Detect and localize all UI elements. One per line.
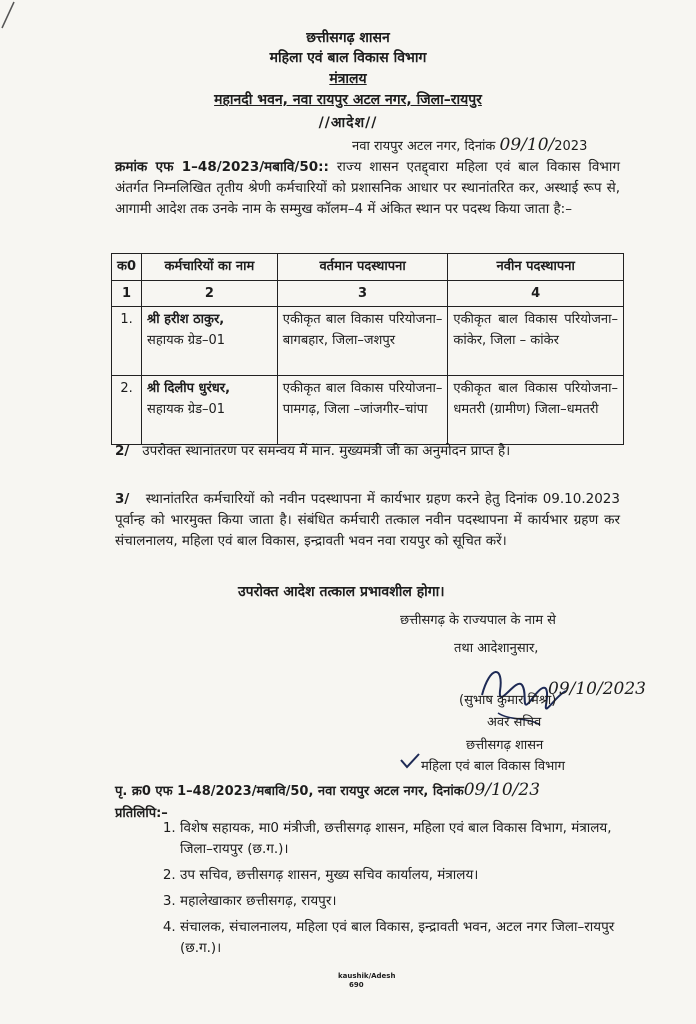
address-heading [0, 90, 696, 109]
current-posting: एकीकृत बाल विकास परियोजना–पामगढ़, जिला –जांजगीर–चांपा [277, 376, 448, 445]
footer-number: 690 [349, 981, 364, 989]
row-number: 1. [112, 307, 142, 376]
dateline-place: नवा रायपुर अटल नगर, दिनांक [352, 139, 496, 154]
paragraph-3 [115, 489, 620, 552]
employee-designation: सहायक ग्रेड–01 [147, 333, 226, 348]
employee-cell [142, 376, 278, 445]
corner-slash-icon [0, 0, 16, 30]
index-cell: 2 [142, 281, 278, 307]
index-cell: 1 [112, 281, 142, 307]
header-cell: कर्मचारियों का नाम [142, 254, 278, 281]
paragraph-3-text: स्थानांतरित कर्मचारियों को नवीन पदस्थापना में कार्यभार ग्रहण करने हेतु दिनांक 09.10.2023 पूर्वान्ह को भारमुक्त किया जाता है। संबंधित कर्मचारी तत्काल नवीन पदस्थापना में कार्यभार ग्रहण कर संचालनालय, महिला एवं बाल विकास, इन्द्रावती भवन नवा रायपुर को सूचित करें। [115, 491, 620, 549]
index-cell: 3 [277, 281, 448, 307]
signatory-department: महिला एवं बाल विकास विभाग [421, 759, 565, 774]
footer-initials: kaushik/Adesh [338, 972, 396, 980]
dateline-year: 2023 [554, 139, 588, 154]
current-posting: एकीकृत बाल विकास परियोजना–बागबहार, जिला–जशपुर [277, 307, 448, 376]
paragraph-3-number: 3/ [115, 491, 130, 507]
paragraph-2 [115, 441, 620, 462]
signature-order-line: तथा आदेशानुसार, [454, 641, 539, 656]
paragraph-2-text: उपरोक्त स्थानांतरण पर समन्वय में मान. मुख्यमंत्री जी का अनुमोदन प्राप्त है। [142, 443, 511, 459]
list-item: 4. संचालक, संचालनालय, महिला एवं बाल विकास, इन्द्रावती भवन, अटल नगर जिला–रायपुर (छ.ग.)। [180, 917, 642, 959]
list-item: 3. महालेखाकार छत्तीसगढ़, रायपुर। [180, 891, 642, 912]
address-text: महानदी भवन, नवा रायपुर अटल नगर, जिला–रायपुर [214, 92, 482, 108]
order-intro-text: राज्य शासन एतद्द्वारा महिला एवं बाल विकास विभाग अंतर्गत निम्नलिखित तृतीय श्रेणी कर्मचारियों को प्रशासनिक आधार पर स्थानांतरित कर, अस्थाई रूप से, आगामी आदेश तक उनके नाम के सम्मुख कॉलम–4 में अंकित स्थान पर पदस्थ किया जाता है:– [115, 159, 620, 217]
endorsement-ref-text: पृ. क्र0 एफ 1–48/2023/मबावि/50, नवा रायपुर अटल नगर, दिनांक [115, 784, 464, 799]
office-heading [0, 69, 696, 88]
order-intro [115, 157, 620, 220]
transfer-table [111, 253, 624, 445]
tick-mark-icon [399, 752, 421, 770]
govt-heading: छत्तीसगढ़ शासन [306, 30, 390, 46]
table-row [112, 307, 624, 376]
endorsement-reference [115, 780, 540, 800]
employee-designation: सहायक ग्रेड–01 [147, 402, 226, 417]
employee-cell [142, 307, 278, 376]
paragraph-2-number: 2/ [115, 443, 130, 459]
new-posting: एकीकृत बाल विकास परियोजना–कांकेर, जिला – कांकेर [448, 307, 624, 376]
table-index-row [112, 281, 624, 307]
signatory-name: (सुभाष कुमार मिश्रा) [459, 693, 557, 708]
header-cell: क0 [112, 254, 142, 281]
department-heading: महिला एवं बाल विकास विभाग [269, 50, 427, 66]
new-posting: एकीकृत बाल विकास परियोजना–धमतरी (ग्रामीण) जिला–धमतरी [448, 376, 624, 445]
endorsement-handwritten-date: 09/10/23 [463, 780, 541, 800]
order-title: //आदेश// [318, 115, 378, 131]
row-number: 2. [112, 376, 142, 445]
order-reference: क्रमांक एफ 1–48/2023/मबावि/50:: [115, 159, 329, 175]
table-row [112, 376, 624, 445]
index-cell: 4 [448, 281, 624, 307]
effective-statement: उपरोक्त आदेश तत्काल प्रभावशील होगा। [238, 584, 445, 600]
list-item: 1. विशेष सहायक, मा0 मंत्रीजी, छत्तीसगढ़ शासन, महिला एवं बाल विकास विभाग, मंत्रालय, जिला–रायपुर (छ.ग.)। [180, 818, 642, 860]
signature-handwritten-date: 09/10/2023 [548, 679, 646, 699]
table-header-row [112, 254, 624, 281]
employee-name: श्री दिलीप धुरंधर, [147, 381, 231, 396]
list-item: 2. उप सचिव, छत्तीसगढ़ शासन, मुख्य सचिव कार्यालय, मंत्रालय। [180, 865, 642, 886]
employee-name: श्री हरीश ठाकुर, [147, 312, 225, 327]
header-cell: नवीन पदस्थापना [448, 254, 624, 281]
copy-label: प्रतिलिपि:– [115, 806, 168, 821]
office-text: मंत्रालय [329, 71, 367, 87]
copy-list [158, 818, 642, 959]
signature-authority-line: छत्तीसगढ़ के राज्यपाल के नाम से [400, 613, 556, 628]
signatory-designation: अवर सचिव [487, 715, 542, 730]
handwritten-date: 09/10/ [499, 135, 555, 155]
dateline [352, 135, 587, 155]
signatory-govt: छत्तीसगढ़ शासन [466, 738, 544, 753]
header-cell: वर्तमान पदस्थापना [277, 254, 448, 281]
